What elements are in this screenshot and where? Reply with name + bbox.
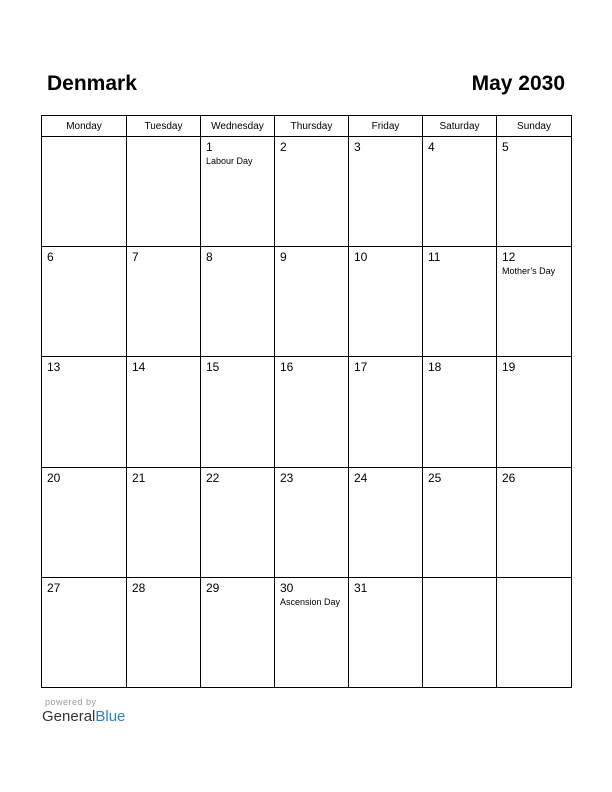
day-cell — [127, 577, 201, 687]
brand-footer — [42, 697, 125, 725]
day-cell — [42, 577, 127, 687]
day-number: 17 — [354, 360, 368, 375]
day-number: 11 — [428, 250, 441, 265]
powered-by-text: powered by — [45, 697, 97, 707]
weekday-header-row — [42, 116, 572, 137]
day-number: 24 — [354, 470, 368, 485]
country-title: Denmark — [47, 72, 137, 95]
day-number: 12 — [502, 250, 516, 265]
day-cell — [201, 137, 275, 247]
day-number: 9 — [280, 250, 287, 265]
day-cell — [423, 577, 497, 687]
week-row — [42, 577, 572, 687]
day-cell — [275, 137, 349, 247]
weekday-header: Thursday — [275, 116, 349, 137]
day-cell — [127, 137, 201, 247]
day-cell — [423, 467, 497, 577]
day-cell — [42, 247, 127, 357]
day-cell — [497, 467, 572, 577]
day-number: 4 — [428, 140, 435, 154]
day-cell — [497, 247, 572, 357]
brand-logo — [42, 708, 125, 725]
day-number: 21 — [132, 470, 146, 485]
day-number: 26 — [502, 470, 516, 485]
day-cell — [349, 467, 423, 577]
week-row — [42, 137, 572, 247]
day-number: 30 — [280, 580, 294, 595]
weekday-header: Monday — [42, 116, 127, 137]
day-cell — [127, 247, 201, 357]
day-cell — [275, 467, 349, 577]
day-number: 14 — [132, 360, 146, 375]
day-cell — [42, 467, 127, 577]
day-cell — [349, 247, 423, 357]
holiday-label: Mother’s Day — [502, 266, 556, 277]
day-cell — [497, 357, 572, 467]
day-cell — [349, 357, 423, 467]
day-cell — [201, 467, 275, 577]
week-row — [42, 357, 572, 467]
day-number: 2 — [280, 140, 287, 154]
day-number: 10 — [354, 250, 368, 265]
month-title: May 2030 — [471, 72, 565, 95]
day-cell — [201, 577, 275, 687]
day-number: 7 — [132, 250, 139, 265]
day-number: 8 — [206, 250, 213, 265]
weekday-header: Sunday — [497, 116, 572, 137]
weekday-header: Tuesday — [127, 116, 201, 137]
day-cell — [201, 247, 275, 357]
brand-blue-text: Blue — [95, 708, 126, 725]
day-number: 6 — [47, 250, 54, 265]
day-cell — [275, 247, 349, 357]
day-cell — [127, 357, 201, 467]
day-cell — [423, 357, 497, 467]
day-number: 16 — [280, 360, 294, 375]
holiday-label: Ascension Day — [280, 596, 341, 607]
day-number: 5 — [502, 140, 509, 154]
day-cell — [42, 137, 127, 247]
day-number: 1 — [206, 140, 213, 154]
calendar-grid — [41, 115, 572, 688]
day-cell — [349, 137, 423, 247]
day-number: 27 — [47, 580, 61, 595]
day-number: 19 — [502, 360, 516, 375]
day-cell — [201, 357, 275, 467]
day-number: 23 — [280, 470, 294, 485]
day-number: 15 — [206, 360, 220, 375]
day-number: 13 — [47, 360, 61, 375]
weekday-header: Wednesday — [201, 116, 275, 137]
day-cell — [275, 577, 349, 687]
day-number: 28 — [132, 580, 146, 595]
weekday-header: Friday — [349, 116, 423, 137]
weekday-header: Saturday — [423, 116, 497, 137]
day-cell — [349, 577, 423, 687]
week-row — [42, 467, 572, 577]
week-row — [42, 247, 572, 357]
day-cell — [275, 357, 349, 467]
day-cell — [42, 357, 127, 467]
day-cell — [423, 137, 497, 247]
day-cell — [127, 467, 201, 577]
day-number: 22 — [206, 470, 220, 485]
day-cell — [497, 577, 572, 687]
day-number: 29 — [206, 580, 220, 595]
holiday-label: Labour Day — [206, 156, 253, 166]
day-number: 20 — [47, 470, 61, 485]
day-cell — [423, 247, 497, 357]
brand-general-text: General — [42, 708, 96, 725]
day-number: 31 — [354, 580, 368, 595]
day-number: 25 — [428, 470, 442, 485]
day-number: 18 — [428, 360, 442, 375]
day-number: 3 — [354, 140, 361, 154]
day-cell — [497, 137, 572, 247]
